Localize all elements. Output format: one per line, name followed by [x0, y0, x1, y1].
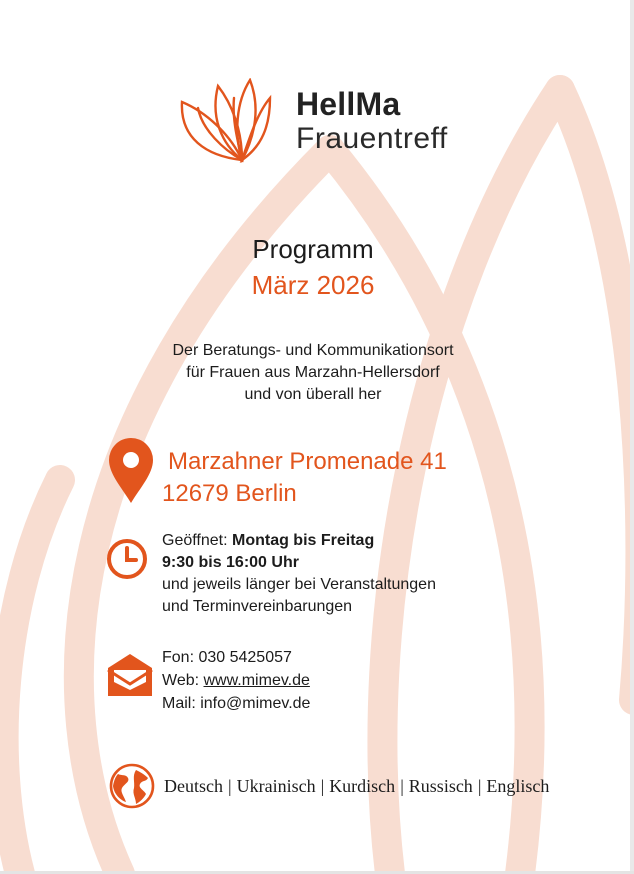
language-separator: |: [477, 776, 482, 796]
contact-phone: Fon: 030 5425057: [162, 649, 292, 666]
address-block: [162, 446, 447, 510]
page-right-edge: [630, 0, 634, 874]
brand-name: HellMa: [296, 86, 401, 122]
address-street: Marzahner Promenade 41: [168, 448, 447, 475]
website-link[interactable]: www.mimev.de: [203, 672, 310, 689]
language-separator: |: [400, 776, 404, 796]
address-city: 12679 Berlin: [162, 480, 297, 507]
contact-block: [162, 646, 310, 715]
program-month: März 2026: [251, 270, 375, 300]
location-pin-icon: [108, 438, 154, 504]
hours-days: Montag bis Freitag: [231, 532, 375, 549]
language-separator: |: [320, 776, 325, 796]
hours-note: und Terminvereinbarungen: [162, 598, 353, 615]
hours-time: 9:30 bis 16:00 Uhr: [162, 554, 299, 571]
contact-web: [162, 669, 310, 692]
languages-list: [164, 776, 549, 797]
intro-line: Der Beratungs- und Kommunikationsort: [172, 342, 454, 359]
lotus-logo-icon: [176, 78, 272, 164]
language-item: Englisch: [486, 776, 550, 796]
language-separator: |: [227, 776, 232, 796]
envelope-icon: [106, 652, 154, 698]
clock-icon: [106, 538, 148, 580]
hours-note: und jeweils länger bei Veranstaltungen: [162, 576, 436, 593]
web-label: Web:: [162, 672, 204, 689]
language-item: Ukrainisch: [236, 776, 316, 796]
brand-subtitle: Frauentreff: [296, 122, 448, 155]
language-item: Deutsch: [164, 776, 223, 796]
hours-time-line: [162, 552, 436, 574]
language-item: Kurdisch: [329, 776, 396, 796]
program-title: Programm: [252, 234, 374, 264]
intro-line: und von überall her: [244, 386, 382, 403]
intro-text: [0, 340, 626, 406]
hours-days-line: [162, 530, 436, 552]
globe-icon: [108, 762, 156, 810]
brand-block: [296, 86, 448, 156]
language-item: Russisch: [408, 776, 473, 796]
contact-mail: Mail: info@mimev.de: [162, 695, 311, 712]
intro-line: für Frauen aus Marzahn-Hellersdorf: [186, 364, 440, 381]
opening-hours: [162, 530, 436, 618]
hours-label: Geöffnet:: [162, 532, 232, 549]
